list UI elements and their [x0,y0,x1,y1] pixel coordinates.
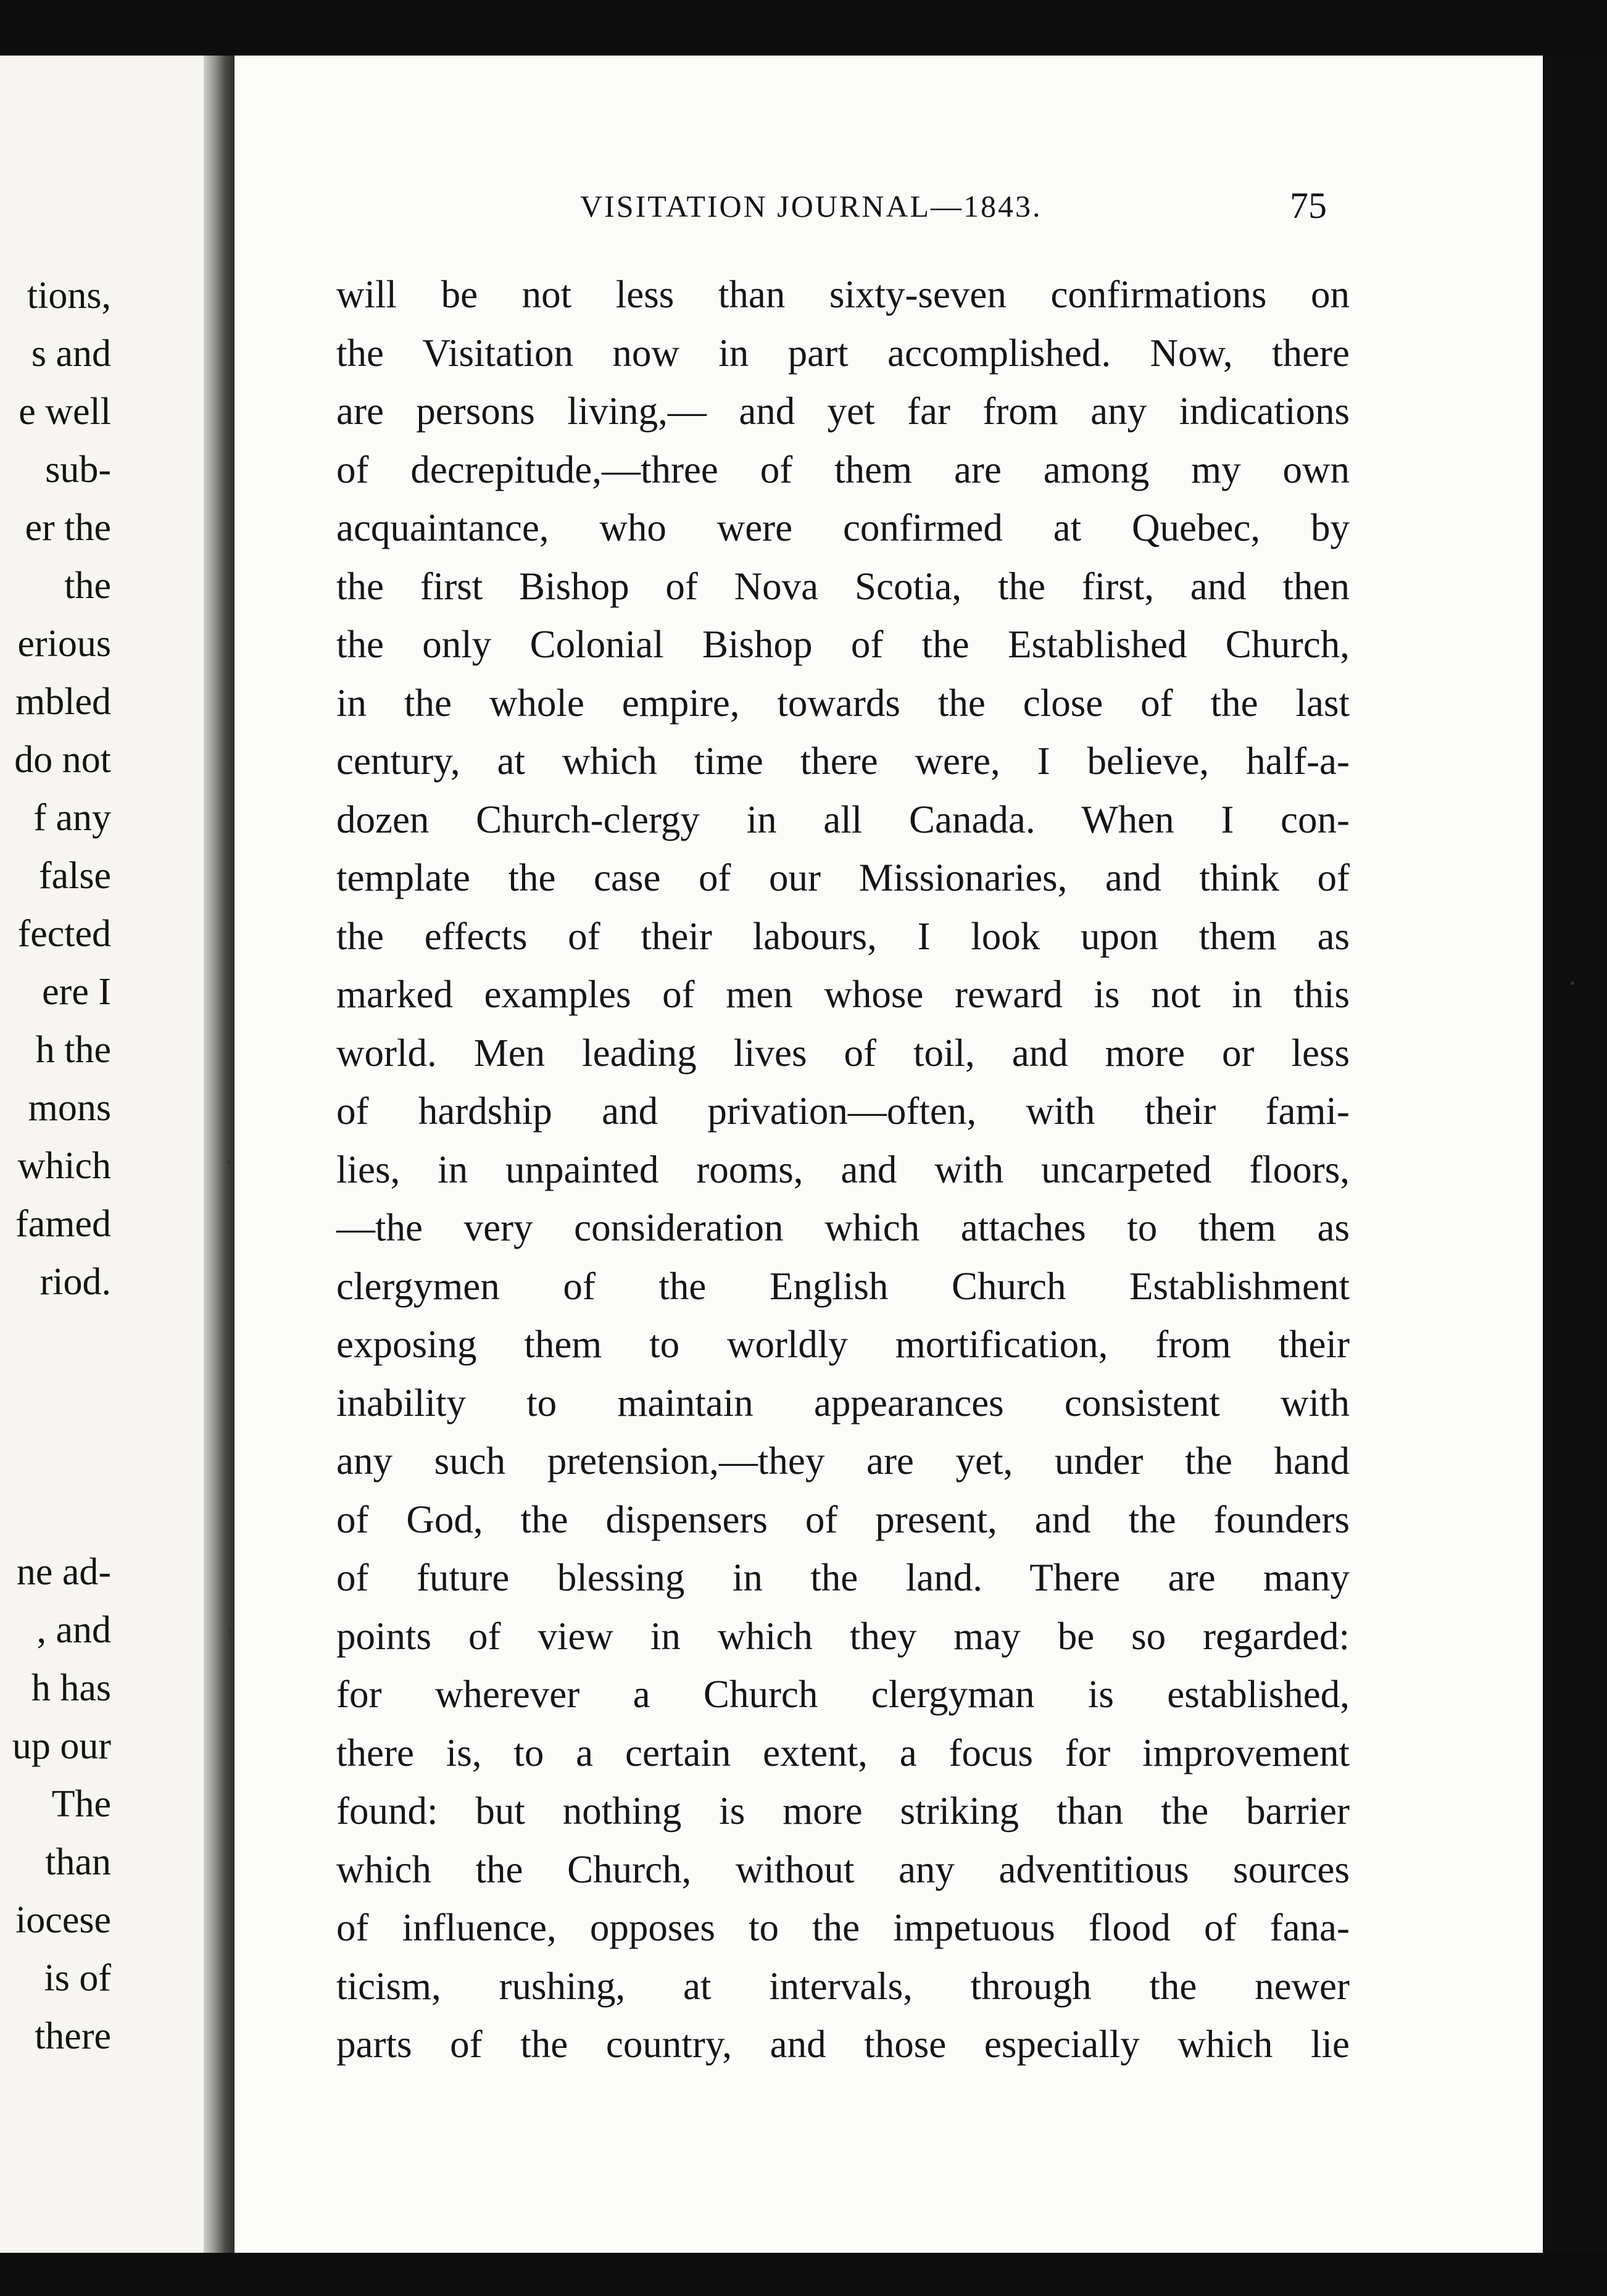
left-line: famed [15,1203,111,1245]
scan-speck [230,765,233,769]
left-line: mbled [15,681,111,723]
text-line: points of view in which they may be so regarded: [336,1614,1350,1658]
text-line: the first Bishop of Nova Scotia, the first, and then [336,564,1350,608]
left-line: up our [12,1725,111,1767]
left-line: which [17,1145,111,1187]
page-gutter [204,56,235,2253]
text-line: marked examples of men whose reward is not in this [336,973,1350,1016]
left-line: erious [17,623,111,665]
text-line: inability to maintain appearances consistent with [336,1381,1350,1425]
text-line: there is, to a certain extent, a focus for improvement [336,1731,1350,1774]
left-line: f any [33,797,111,839]
text-line: are persons living,— and yet far from any indications [336,389,1350,433]
left-line: h the [35,1029,111,1071]
page-number: 75 [1290,185,1327,226]
text-line: of influence, opposes to the impetuous flood of fana- [336,1906,1350,1949]
text-line: of decrepitude,—three of them are among my own [336,447,1350,491]
running-head: VISITATION JOURNAL—1843. [580,189,1042,223]
left-page-fragment [0,56,204,2253]
left-line: sub- [45,449,111,491]
text-line: parts of the country, and those especially which lie [336,2023,1350,2066]
text-line: which the Church, without any adventitious sources [336,1847,1350,1891]
text-line: any such pretension,—they are yet, under the hand [336,1439,1350,1483]
text-line: world. Men leading lives of toil, and more or less [336,1031,1350,1075]
text-line: template the case of our Missionaries, and think of [336,856,1350,899]
text-line: found: but nothing is more striking than the barrier [336,1789,1350,1832]
text-line: the only Colonial Bishop of the Established Church, [336,623,1350,666]
text-line: the effects of their labours, I look upon them as [336,914,1350,958]
text-line: will be not less than sixty-seven confirmations on [336,273,1350,316]
left-line: there [35,2015,111,2057]
left-line: s and [31,333,111,375]
text-line: acquaintance, who were confirmed at Quebec, by [336,506,1350,549]
scan-speck [1571,981,1574,985]
text-line: ticism, rushing, at intervals, through the newer [336,1964,1350,2008]
left-line: do not [14,739,111,781]
left-line: tions, [27,275,111,317]
left-line: the [64,565,111,607]
left-line: The [51,1783,111,1825]
text-line: lies, in unpainted rooms, and with uncarpeted floors, [336,1147,1350,1191]
text-line: exposing them to worldly mortification, from their [336,1323,1350,1366]
right-page [235,56,1543,2253]
body-text [336,265,1350,2074]
left-line: is of [44,1957,111,1999]
text-line: for wherever a Church clergyman is established, [336,1673,1350,1716]
left-line: false [38,855,111,897]
left-line: , and [36,1609,111,1651]
text-line: century, at which time there were, I believe, half-a- [336,739,1350,783]
text-line: the Visitation now in part accomplished. Now, there [336,331,1350,375]
text-line: in the whole empire, towards the close of the last [336,681,1350,725]
left-line: than [45,1841,111,1883]
text-line: of future blessing in the land. There are many [336,1556,1350,1599]
left-line: e well [19,391,111,433]
text-line: of hardship and privation—often, with their fami- [336,1089,1350,1133]
left-line: mons [28,1087,111,1129]
left-line: er the [25,507,111,549]
text-line: dozen Church-clergy in all Canada. When I con- [336,797,1350,841]
left-line: fected [17,913,111,955]
text-line: clergymen of the English Church Establishment [336,1264,1350,1308]
left-line: riod. [39,1261,111,1303]
scan-speck [227,1160,231,1164]
page-header [235,185,1543,244]
left-line: iocese [15,1899,111,1941]
scan-right-edge [1543,56,1607,2253]
left-line: ere I [42,971,111,1013]
left-line: ne ad- [16,1551,111,1593]
left-line: h has [31,1667,111,1709]
text-line: of God, the dispensers of present, and the founders [336,1497,1350,1541]
scan-speck [228,1629,232,1633]
text-line: —the very consideration which attaches to them as [336,1206,1350,1249]
